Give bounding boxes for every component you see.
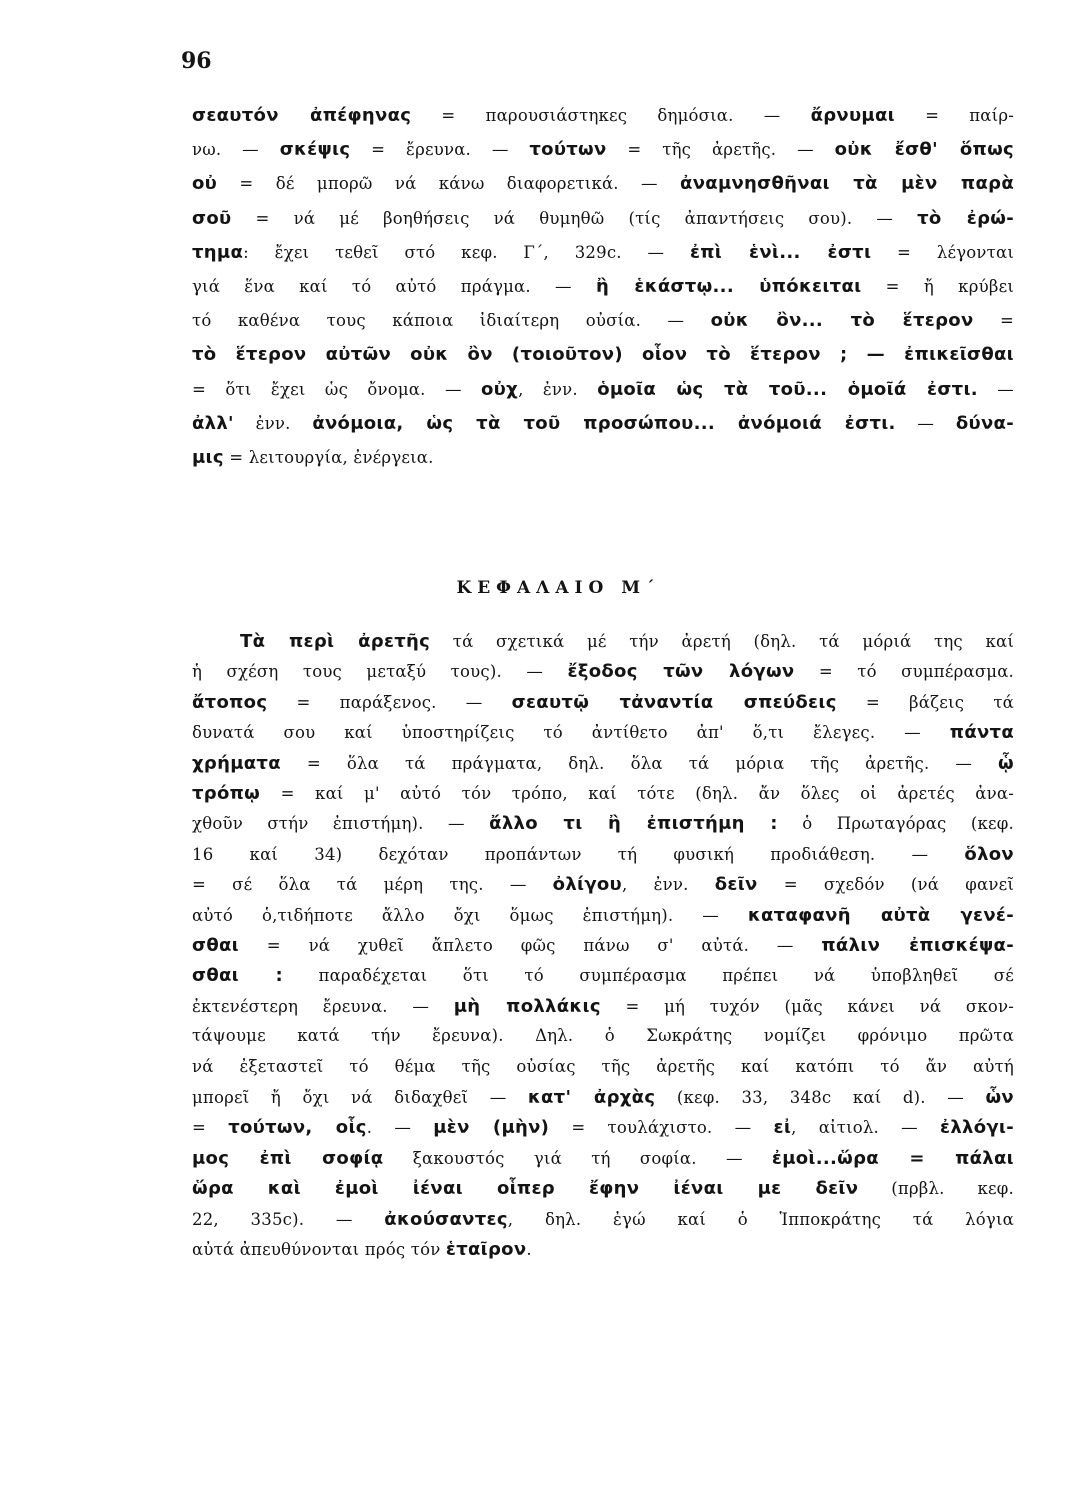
glossed-term: δύνα- [955,412,1014,434]
gloss-text: = [973,311,1014,331]
gloss-text: αὐτό ὁ,τιδήποτε ἄλλο ὄχι ὅμως ἐπιστήμη). — [192,905,748,925]
glossed-term: τημα [192,241,244,263]
glossed-term: τὸ ἐρώ- [917,207,1014,229]
gloss-text: = ὅλα τά πράγματα, δηλ. ὅλα τά μόρια τῆς ἀρετῆς. — [280,753,999,773]
text-line [192,724,1014,742]
glossed-term: τρόπῳ [192,783,261,804]
text-line [192,1089,1014,1107]
glossed-term: σθαι [192,935,239,956]
text-line [192,175,1014,193]
page-number: 96 [181,48,212,74]
text-line [192,141,1014,159]
gloss-text: 22, 335c). — [192,1209,385,1229]
glossed-term: σοῦ [192,207,232,229]
glossed-term: ἄλλο τι ἢ ἐπιστήμη : [489,813,778,835]
glossed-term: Τὰ περὶ ἀρετῆς [240,631,431,652]
glossed-term: ὁμοῖα ὡς τὰ τοῦ... ὁμοῖά ἐστι. [597,378,978,400]
glossed-term: ἢ ἑκάστῳ... ὑπόκειται [595,276,862,297]
gloss-text: = βάζεις τά [836,692,1014,712]
glossed-term: μὴ πολλάκις [453,995,601,1017]
text-line [192,412,1014,434]
glossed-term: ἐπὶ ἑνὶ... ἐστι [689,241,872,263]
gloss-text: ἡ σχέση τους μεταξύ τους). — [192,662,568,682]
gloss-text: = τό συμπέρασμα. [794,662,1015,682]
gloss-text: = δέ μπορῶ νά κάνω διαφορετικά. — [217,174,681,194]
gloss-text: νά ἐξεταστεῖ τό θέμα τῆς οὐσίας τῆς ἀρετῆς καί κατόπι τό ἄν αὐτή [192,1056,1014,1076]
glossed-term: οὐκ ἔσθ' ὅπως [834,139,1014,161]
glossed-term: καταφανῆ αὐτὰ γενέ- [747,904,1014,926]
glossed-term: ἀκούσαντες [384,1208,508,1230]
text-line [192,1180,1014,1198]
gloss-text: = καί μ' αὐτό τόν τρόπο, καί τότε (δηλ. ἄν ὅλες οἱ ἀρετές ἀνα- [260,784,1014,803]
gloss-text: — [895,413,956,433]
gloss-text: = νά μέ βοηθήσεις νά θυμηθῶ (τίς ἀπαντήσεις σου). — [231,208,918,228]
gloss-text: δυνατά σου καί ὑποστηρίζεις τό ἀντίθετο ἀπ' ὅ,τι ἔλεγες. — [192,723,950,743]
text-line [192,815,1014,833]
glossed-term: μὲν (μὴν) [433,1117,550,1139]
text-line [192,663,1014,681]
text-line [192,1241,1014,1259]
glossed-term: σκέψις [279,139,351,161]
gloss-text: = τῆς ἀρετῆς. — [606,140,835,160]
gloss-text: μπορεῖ ἤ ὄχι νά διδαχθεῖ — [192,1088,528,1107]
text-line [192,312,1014,330]
gloss-text: = ὅτι ἔχει ὡς ὄνομα. — [192,379,482,399]
glossed-term: ἀνόμοια, ὡς τὰ τοῦ προσώπου... ἀνόμοιά ἐστι. [312,412,896,434]
gloss-text: . [526,1240,532,1259]
gloss-text: : ἔχει τεθεῖ στό κεφ. Γ΄, 329c. — [243,242,690,262]
text-line [192,937,1014,955]
glossed-term: σεαυτόν ἀπέφηνας [192,105,412,126]
text-line [192,1208,1014,1230]
chapter-heading: ΚΕΦΑΛΑΙΟ Μ΄ [456,578,661,598]
gloss-text: ἐκτενέστερη ἔρευνα. — [192,996,454,1016]
gloss-text: = μή τυχόν (μᾶς κάνει νά σκον- [600,996,1014,1016]
gloss-text: = παρουσιάστηκες δημόσια. — [411,106,811,125]
gloss-text: , αἰτιολ. — [791,1118,940,1138]
glossed-term: κατ' ἀρχὰς [527,1087,656,1108]
text-line [192,278,1014,296]
glossed-term: ἐλλόγι- [940,1117,1015,1139]
text-line [192,904,1014,926]
glossed-term: σθαι : [192,965,284,987]
text-line [192,1028,1014,1045]
glossed-term: ὥρα καὶ ἐμοὶ ἰέναι οἷπερ ἔφην ἰέναι με δεῖν [192,1178,859,1200]
text-line [192,752,1014,774]
gloss-text: — [977,379,1014,399]
text-line [192,378,1014,400]
glossed-term: τὸ ἕτερον αὐτῶν οὐκ ὂν (τοιοῦτον) οἷον τὸ ἕτερον ; — ἐπικεῖσθαι [192,344,1014,366]
glossed-term: ἀλλ' [192,412,234,434]
gloss-text: ὁ Πρωταγόρας (κεφ. [777,814,1014,834]
gloss-text: = λέγονται [871,242,1015,262]
gloss-text: = ἔρευνα. — [350,140,530,160]
gloss-text: = παίρ- [894,106,1014,125]
gloss-text: = [192,1118,229,1138]
gloss-text: νω. — [192,140,280,160]
text-line [192,1056,1014,1076]
glossed-term: τούτων [529,139,607,161]
gloss-text: (κεφ. 33, 348c καί d). — [655,1088,986,1107]
glossed-term: εἰ [773,1117,792,1139]
text-line [192,1147,1014,1169]
glossed-term: χρήματα [192,752,281,774]
gloss-text: = ἤ κρύβει [861,277,1014,296]
glossed-term: ἄτοπος [192,691,268,713]
glossed-term: ἐμοὶ...ὥρα = πάλαι [771,1147,1014,1169]
glossed-term: πάντα [949,722,1014,744]
gloss-text: . — [366,1118,434,1138]
text-line [192,241,1015,263]
glossed-term: σεαυτῷ τἀναντία σπεύδεις [511,691,837,713]
gloss-text: χθοῦν στήν ἐπιστήμη). — [192,814,490,834]
gloss-text: , ἐνν. [518,379,598,399]
text-line [192,107,1014,125]
gloss-text: 16 καί 34) δεχόταν προπάντων τή φυσική προδιάθεση. — [192,844,965,864]
text-line [192,346,1014,364]
text-line [192,1119,1014,1137]
text-line [192,449,1014,467]
gloss-text: , ἐνν. [622,875,715,895]
glossed-term: ὀλίγου [552,874,623,896]
text-line [192,691,1014,713]
gloss-text: = σχεδόν (νά φανεῖ [757,875,1015,895]
gloss-text: = λειτουργία, ἐνέργεια. [223,448,434,467]
text-line [240,633,1014,651]
gloss-text: γιά ἕνα καί τό αὐτό πράγμα. — [192,277,596,296]
text-line [192,785,1014,803]
glossed-term: ἀναμνησθῆναι τὰ μὲν παρὰ [680,173,1014,195]
gloss-text: = σέ ὅλα τά μέρη της. — [192,875,553,895]
glossed-term: ἄρνυμαι [810,105,895,126]
glossed-term: οὐ [192,173,218,195]
glossed-term: μος ἐπὶ σοφίᾳ [192,1147,384,1169]
glossed-term: πάλιν ἐπισκέψα- [821,935,1014,956]
gloss-text: τό καθένα τους κάποια ἰδιαίτερη οὐσία. — [192,311,711,331]
gloss-text: ἐνν. [233,413,313,433]
gloss-text: = παράξενος. — [267,692,512,712]
glossed-term: μις [192,447,224,468]
glossed-term: οὐχ [481,378,519,400]
text-line [192,843,1014,865]
text-line [192,995,1014,1017]
gloss-text: αὐτά ἀπευθύνονται πρός τόν [192,1240,446,1259]
gloss-text: τά σχετικά μέ τήν ἀρετή (δηλ. τά μόριά της καί [430,632,1014,651]
glossed-term: ἔξοδος τῶν λόγων [567,661,795,683]
glossed-term: δεῖν [714,874,758,896]
glossed-term: ὅλον [964,843,1014,865]
glossed-term: ἑταῖρον [445,1239,527,1260]
gloss-text: τάψουμε κατά τήν ἔρευνα). Δηλ. ὁ Σωκράτης νομίζει φρόνιμο πρῶτα [192,1026,1014,1046]
glossed-term: οὐκ ὂν... τὸ ἕτερον [710,310,974,332]
gloss-text: παραδέχεται ὅτι τό συμπέρασμα πρέπει νά ὑποβληθεῖ σέ [283,966,1014,986]
gloss-text: (πρβλ. κεφ. [858,1179,1014,1199]
gloss-text: = νά χυθεῖ ἄπλετο φῶς πάνω σ' αὐτά. — [238,936,822,955]
glossed-term: τούτων, οἷς [228,1117,367,1139]
text-line [192,207,1014,229]
text-line [192,967,1014,985]
gloss-text: = τουλάχιστο. — [549,1118,774,1138]
gloss-text: ξακουστός γιά τή σοφία. — [383,1148,772,1168]
glossed-term: ᾧ [998,752,1014,774]
glossed-term: ὧν [985,1087,1014,1108]
gloss-text: , δηλ. ἐγώ καί ὁ Ἱπποκράτης τά λόγια [507,1209,1014,1229]
text-line [192,876,1014,894]
